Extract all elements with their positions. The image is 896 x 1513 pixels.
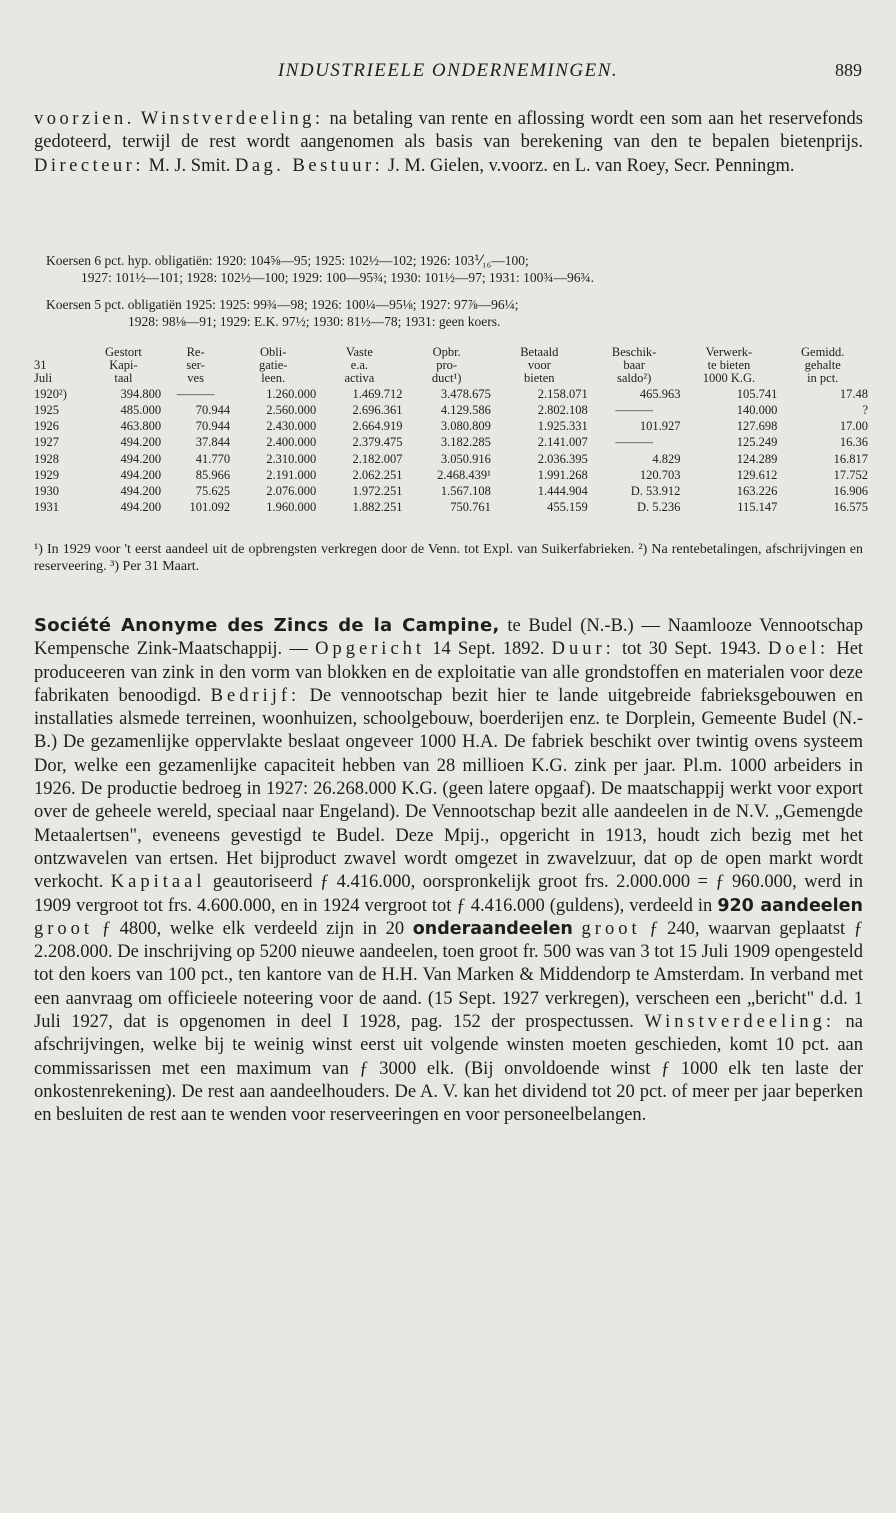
table-cell: 2.696.361 [352,403,403,418]
table-cell: 163.226 [736,483,778,498]
table-cell: 1920²) [34,386,67,401]
table-cell: 70.944 [195,419,231,434]
table-cell: 2.062.251 [352,467,403,482]
table-cell: 2.141.007 [537,435,588,450]
table-cell: 1.925.331 [537,419,588,434]
table-cell: 16.575 [833,500,868,515]
onderaandeelen-bold: onderaandeelen [412,918,573,939]
table-cell: 17.48 [839,386,868,401]
groot-label: groot [581,918,641,939]
table-cell: 485.000 [120,403,162,418]
table-cell: ——— [615,403,653,418]
table-cell: 2.560.000 [266,403,317,418]
table-header: duct¹) [431,370,462,385]
page-number: 889 [835,60,862,80]
company-name: Société Anonyme des Zincs de la Campine, [34,615,500,636]
running-header [0,60,896,90]
table-cell: 17.752 [833,467,868,482]
table-cell: 1931 [34,500,59,515]
table-header: Gestort [105,344,142,359]
table-cell: 494.200 [120,435,162,450]
table-cell: 1925 [34,403,59,418]
table-cell: 115.147 [737,500,778,515]
table-header: te bieten [707,357,751,372]
table-cell: 1928 [34,451,59,466]
table-header: leen. [261,370,286,385]
table-cell: 494.200 [120,451,162,466]
company-text: De vennootschap bezit hier te lande uitgebreide fabrieksgebouwen en installaties alsmede terreinen, woonhuizen, schoolgebouw, boerderijen enz. te Dorplein, Gemeente Budel (N.-B.) De gezamenlijke oppervlakte beslaat ongeveer 1000 H.A. De fabriek beschikt over twintig ovens systeem Dor, welke een gezamenlijke capaciteit hebben van 28 millioen K.G. zink per jaar. Pl.m. 1000 arbeiders in 1926. De productie bedroeg in 1927: 26.268.000 K.G. (geen latere opgaaf). De maatschappij werkt voor export over de geheele wereld, speciaal naar Engeland). De Vennootschap bezit alle aandeelen in de N.V. „Gemengde Metaalertsen", eveneens gevestigd te Budel. Deze Mpij., opgericht in 1913, houdt zich bezig met het ontzwavelen van ertsen. Het bijproduct zwavel wordt omgezet in zwavelzuur, dat op de open markt wordt verkocht. [34,685,864,893]
table-cell: 1.960.000 [266,500,317,515]
table-cell: 1.469.712 [352,386,403,401]
koersen-obl-line2: 1928: 98⅛—91; 1929: E.K. 97½; 1930: 81½—78; 1931: geen koers. [128,314,501,329]
table-row [34,418,868,434]
table-row [34,384,868,402]
table-cell: ——— [615,435,653,450]
table-cell: 1930 [34,483,59,498]
table-cell: 1926 [34,419,59,434]
table-cell: 16.817 [833,451,868,466]
table-cell: 37.844 [195,435,231,450]
table-cell: 75.625 [195,483,231,498]
table-cell: ——— [176,386,215,401]
table-cell: 105.741 [736,386,778,401]
intro-paragraph [34,108,863,178]
company-text: geautoriseerd ƒ 4.416.000, oorspronkelijk groot frs. 2.000.000 = ƒ 960.000, werd in 1909 vergroot tot frs. 4.600.000, en in 1924 vergroot tot ƒ 4.416.000 (guldens), verdeeld in [34,872,864,916]
table-cell: 101.092 [189,500,231,515]
table-cell: 70.944 [195,403,231,418]
table-cell: 125.249 [736,435,778,450]
table-cell: 2.036.395 [537,451,588,466]
table-header: gehalte [804,357,841,372]
winstverdeeling-label: Winstverdeeling: [644,1012,836,1033]
table-header: Vaste [345,344,373,359]
groot-label: groot [34,918,94,939]
doel-label: Doel: [768,639,830,660]
table-cell: 2.468.439¹ [437,467,491,482]
company-text: ƒ 240, waarvan geplaatst ƒ 2.208.000. De inschrijving op 5200 nieuwe aandeelen, toen groot fr. 500 was van 3 tot 15 Juli 1909 opengesteld tot den koers van 100 pct., ten kantore van de H.H. Van Marken & Middendorp te Amsterdam. In verband met een aanvraag om officieele noteering voor de aand. (15 Sept. 1927 verkregen), verscheen een „bericht" d.d. 1 Juli 1927, dat is opgenomen in deel I 1928, pag. 152 der prospectussen. [34,918,864,1033]
table-header: 31 [34,357,47,372]
company-text: Het produceeren van zink in den vorm van blokken en de exploitatie van alle grondstoffen en materialen voor deze fabrikaten benoodigd. [34,639,864,706]
table-cell: 17.00 [839,419,868,434]
table-cell: 4.829 [652,451,681,466]
table-cell: 124.289 [736,451,778,466]
table-cell: 3.182.285 [440,435,491,450]
table-header-row-3 [34,371,868,384]
table-cell: 1927 [34,435,59,450]
koersen-obl-line1: Koersen 5 pct. obligatiën 1925: 1925: 99¾—98; 1926: 100¼—95⅛; 1927: 97⅞—96¼; [46,297,519,312]
table-cell: 140.000 [736,403,778,418]
directeur-name: M. J. Smit. [148,155,231,176]
table-cell: 41.770 [195,451,231,466]
table-cell: 494.200 [120,467,162,482]
aandeelen-bold: 920 aandeelen [717,895,864,916]
table-cell: 4.129.586 [440,403,491,418]
table-cell: 2.400.000 [266,435,317,450]
company-text: ƒ 4800, welke elk verdeeld zijn in 20 [101,918,405,939]
table-header: pro- [436,357,458,372]
table-cell: ? [862,403,868,418]
company-text: na afschrijvingen, welke bij te weinig winst eerst uit volgende winsten moeten geschieden, komt 10 pct. aan commissarissen met een maximum van ƒ 3000 elk. (Bij onvoldoende winst ƒ 1000 elk ten laste der onkostenrekening). De rest aan aandeelhouders. De A. V. kan het dividend tot 20 pct. of meer per jaar beperken en besluiten de rest aan te wenden voor reserveeringen en voor personeelbelangen. [34,1012,864,1126]
table-header: Juli [34,370,53,385]
table-row [34,483,868,499]
kapitaal-label: Kapitaal [110,872,206,893]
bestuur-label: Dag. Bestuur: [234,155,384,176]
table-cell: 463.800 [120,419,162,434]
table-cell: 129.612 [736,467,778,482]
table-cell: D. 5.236 [637,500,681,515]
company-text: 14 Sept. 1892. [432,639,545,660]
table-header: voor [527,357,551,372]
table-cell: 1.991.268 [537,467,588,482]
table-cell: 16.36 [839,435,868,450]
company-entry [34,614,863,1128]
table-cell: 494.200 [120,500,162,515]
table-header: Kapi- [109,357,138,372]
table-row [34,451,868,467]
bedrijf-label: Bedrijf: [210,685,301,706]
table-header: ves [187,370,204,385]
table-cell: 1.567.108 [440,483,491,498]
table-cell: 127.698 [736,419,778,434]
table-cell: 101.927 [639,419,681,434]
table-header: Opbr. [432,344,461,359]
company-text: tot 30 Sept. 1943. [621,639,761,660]
table-header: baar [623,357,645,372]
table-footnote: ¹) In 1929 voor 't eerst aandeel uit de opbrengsten verkregen door de Venn. tot Expl. van Suikerfabrieken. ²) Na rentebetalingen, afschrijvingen en reserveering. ³) Per 31 Maart. [34,542,863,574]
table-header: in pct. [807,370,839,385]
table-cell: 394.800 [120,386,162,401]
koersen-hyp-line2: 1927: 101½—101; 1928: 102½—100; 1929: 100—95¾; 1930: 101½—97; 1931: 100¾—96¾. [81,270,595,285]
table-cell: 1.882.251 [352,500,403,515]
table-header: Verwerk- [705,344,753,359]
koersen-obl [34,296,863,330]
table-header: taal [114,370,133,385]
page-title: INDUSTRIEELE ONDERNEMINGEN. [277,60,619,81]
table-header: e.a. [350,357,369,372]
winstverdeeling-label: Winstverdeeling: [140,109,324,129]
table-row [34,499,868,515]
table-cell: 2.158.071 [537,386,588,401]
table-cell: 2.664.919 [352,419,403,434]
table-header: Gemidd. [801,344,845,359]
intro-text: na betaling van rente en aflossing wordt een som aan het reservefonds gedoteerd, terwijl de rest wordt aangenomen als basis van berekening van den te bepalen bietenprijs. [34,109,863,153]
table-row [34,435,868,451]
table-cell: 3.050.916 [440,451,491,466]
table-header: Betaald [520,344,559,359]
table-cell: 2.379.475 [352,435,403,450]
table-cell: D. 53.912 [630,483,681,498]
financial-table [34,345,868,516]
koersen-hyp-line1: Koersen 6 pct. hyp. obligatiën: 1920: 104⅝—95; 1925: 102½—102; 1926: 103⅟₁₆—100; [46,253,529,268]
opgericht-label: Opgericht [315,639,426,660]
table-cell: 2.191.000 [266,467,317,482]
table-cell: 2.310.000 [266,451,317,466]
table-cell: 3.080.809 [440,419,491,434]
table-header: activa [344,370,375,385]
table-cell: 85.966 [195,467,231,482]
table-cell: 2.182.007 [352,451,403,466]
table-cell: 120.703 [639,467,681,482]
duur-label: Duur: [551,639,615,660]
table-header: 1000 K.G. [702,370,756,385]
intro-word-voorzien: voorzien. [34,109,135,129]
table-header-row-2 [34,358,868,371]
table-cell: 1929 [34,467,59,482]
table-header: ser- [186,357,205,372]
table-row [34,402,868,418]
table-header: Re- [186,344,205,359]
table-cell: 494.200 [120,483,162,498]
table-header: Obli- [259,344,287,359]
table-header: gatie- [258,357,288,372]
table-header: saldo²) [616,370,652,385]
table-header: Beschik- [611,344,657,359]
table-header-row-1 [34,345,868,358]
company-text: te Budel (N.-B.) — Naamlooze Vennootschap Kempensche Zink-Maatschappij. — [34,616,864,660]
table-cell: 2.430.000 [266,419,317,434]
table-row [34,467,868,483]
koersen-hyp [34,252,863,286]
table-cell: 465.963 [639,386,681,401]
table-cell: 3.478.675 [440,386,491,401]
bestuur-names: J. M. Gielen, v.voorz. en L. van Roey, Secr. Penningm. [387,155,795,176]
table-header: bieten [524,370,555,385]
table-cell: 2.802.108 [537,403,588,418]
directeur-label: Directeur: [34,155,144,176]
table-cell: 750.761 [450,500,491,515]
table-cell: 2.076.000 [266,483,317,498]
table-cell: 1.444.904 [537,483,588,498]
table-cell: 1.972.251 [352,483,403,498]
table-cell: 16.906 [833,483,868,498]
table-cell: 455.159 [547,500,588,515]
table-cell: 1.260.000 [266,386,317,401]
